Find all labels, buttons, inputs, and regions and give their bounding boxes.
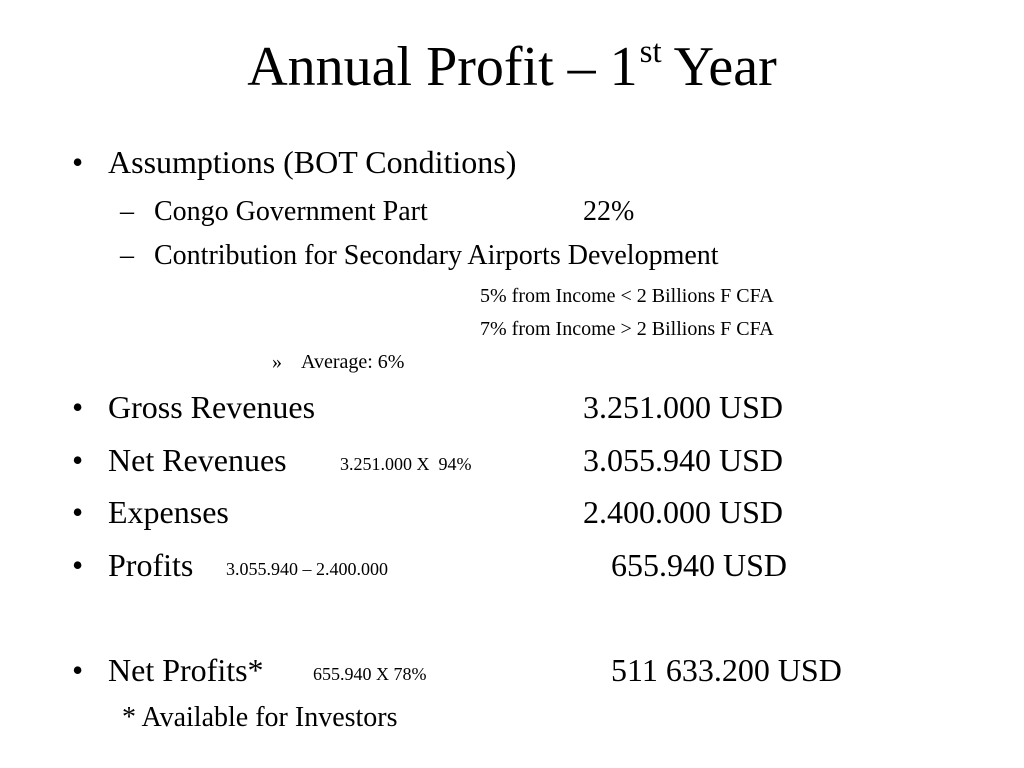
gov-part-value: 22%	[583, 196, 635, 227]
profits-label: Profits	[108, 547, 194, 583]
gov-part-label: Congo Government Part	[154, 196, 428, 227]
gross-revenues-label: Gross Revenues	[108, 389, 316, 425]
dash-icon: –	[120, 196, 134, 227]
expenses-value: 2.400.000 USD	[583, 494, 784, 530]
bullet-icon: •	[72, 442, 84, 478]
bullet-icon: •	[72, 547, 84, 583]
contribution-rule-1: 5% from Income < 2 Billions F CFA	[480, 285, 774, 307]
net-revenues-value: 3.055.940 USD	[583, 442, 784, 478]
expenses-label: Expenses	[108, 494, 229, 530]
net-profits-calc: 655.940 X 78%	[313, 664, 427, 684]
slide-title-text: Annual Profit – 1	[247, 36, 638, 98]
profits-calc: 3.055.940 – 2.400.000	[226, 559, 388, 579]
net-profits-label: Net Profits*	[108, 652, 264, 688]
assumptions-heading: Assumptions (BOT Conditions)	[108, 144, 517, 180]
contribution-label: Contribution for Secondary Airports Development	[154, 240, 719, 271]
dash-icon: –	[120, 240, 134, 271]
net-profits-value: 511 633.200 USD	[611, 652, 842, 688]
average-rate: Average: 6%	[301, 351, 405, 373]
bullet-icon: •	[72, 652, 84, 688]
slide-title-superscript: st	[639, 34, 662, 70]
net-revenues-label: Net Revenues	[108, 442, 287, 478]
footnote: * Available for Investors	[122, 702, 398, 733]
slide-title	[0, 32, 1024, 102]
bullet-icon: •	[72, 494, 84, 530]
bullet-icon: •	[72, 144, 84, 180]
contribution-rule-2: 7% from Income > 2 Billions F CFA	[480, 318, 774, 340]
bullet-icon: •	[72, 389, 84, 425]
gross-revenues-value: 3.251.000 USD	[583, 389, 784, 425]
slide-title-end: Year	[661, 36, 777, 98]
net-revenues-calc: 3.251.000 X 94%	[340, 454, 472, 474]
profits-value: 655.940 USD	[611, 547, 788, 583]
chevron-icon: »	[272, 351, 282, 373]
